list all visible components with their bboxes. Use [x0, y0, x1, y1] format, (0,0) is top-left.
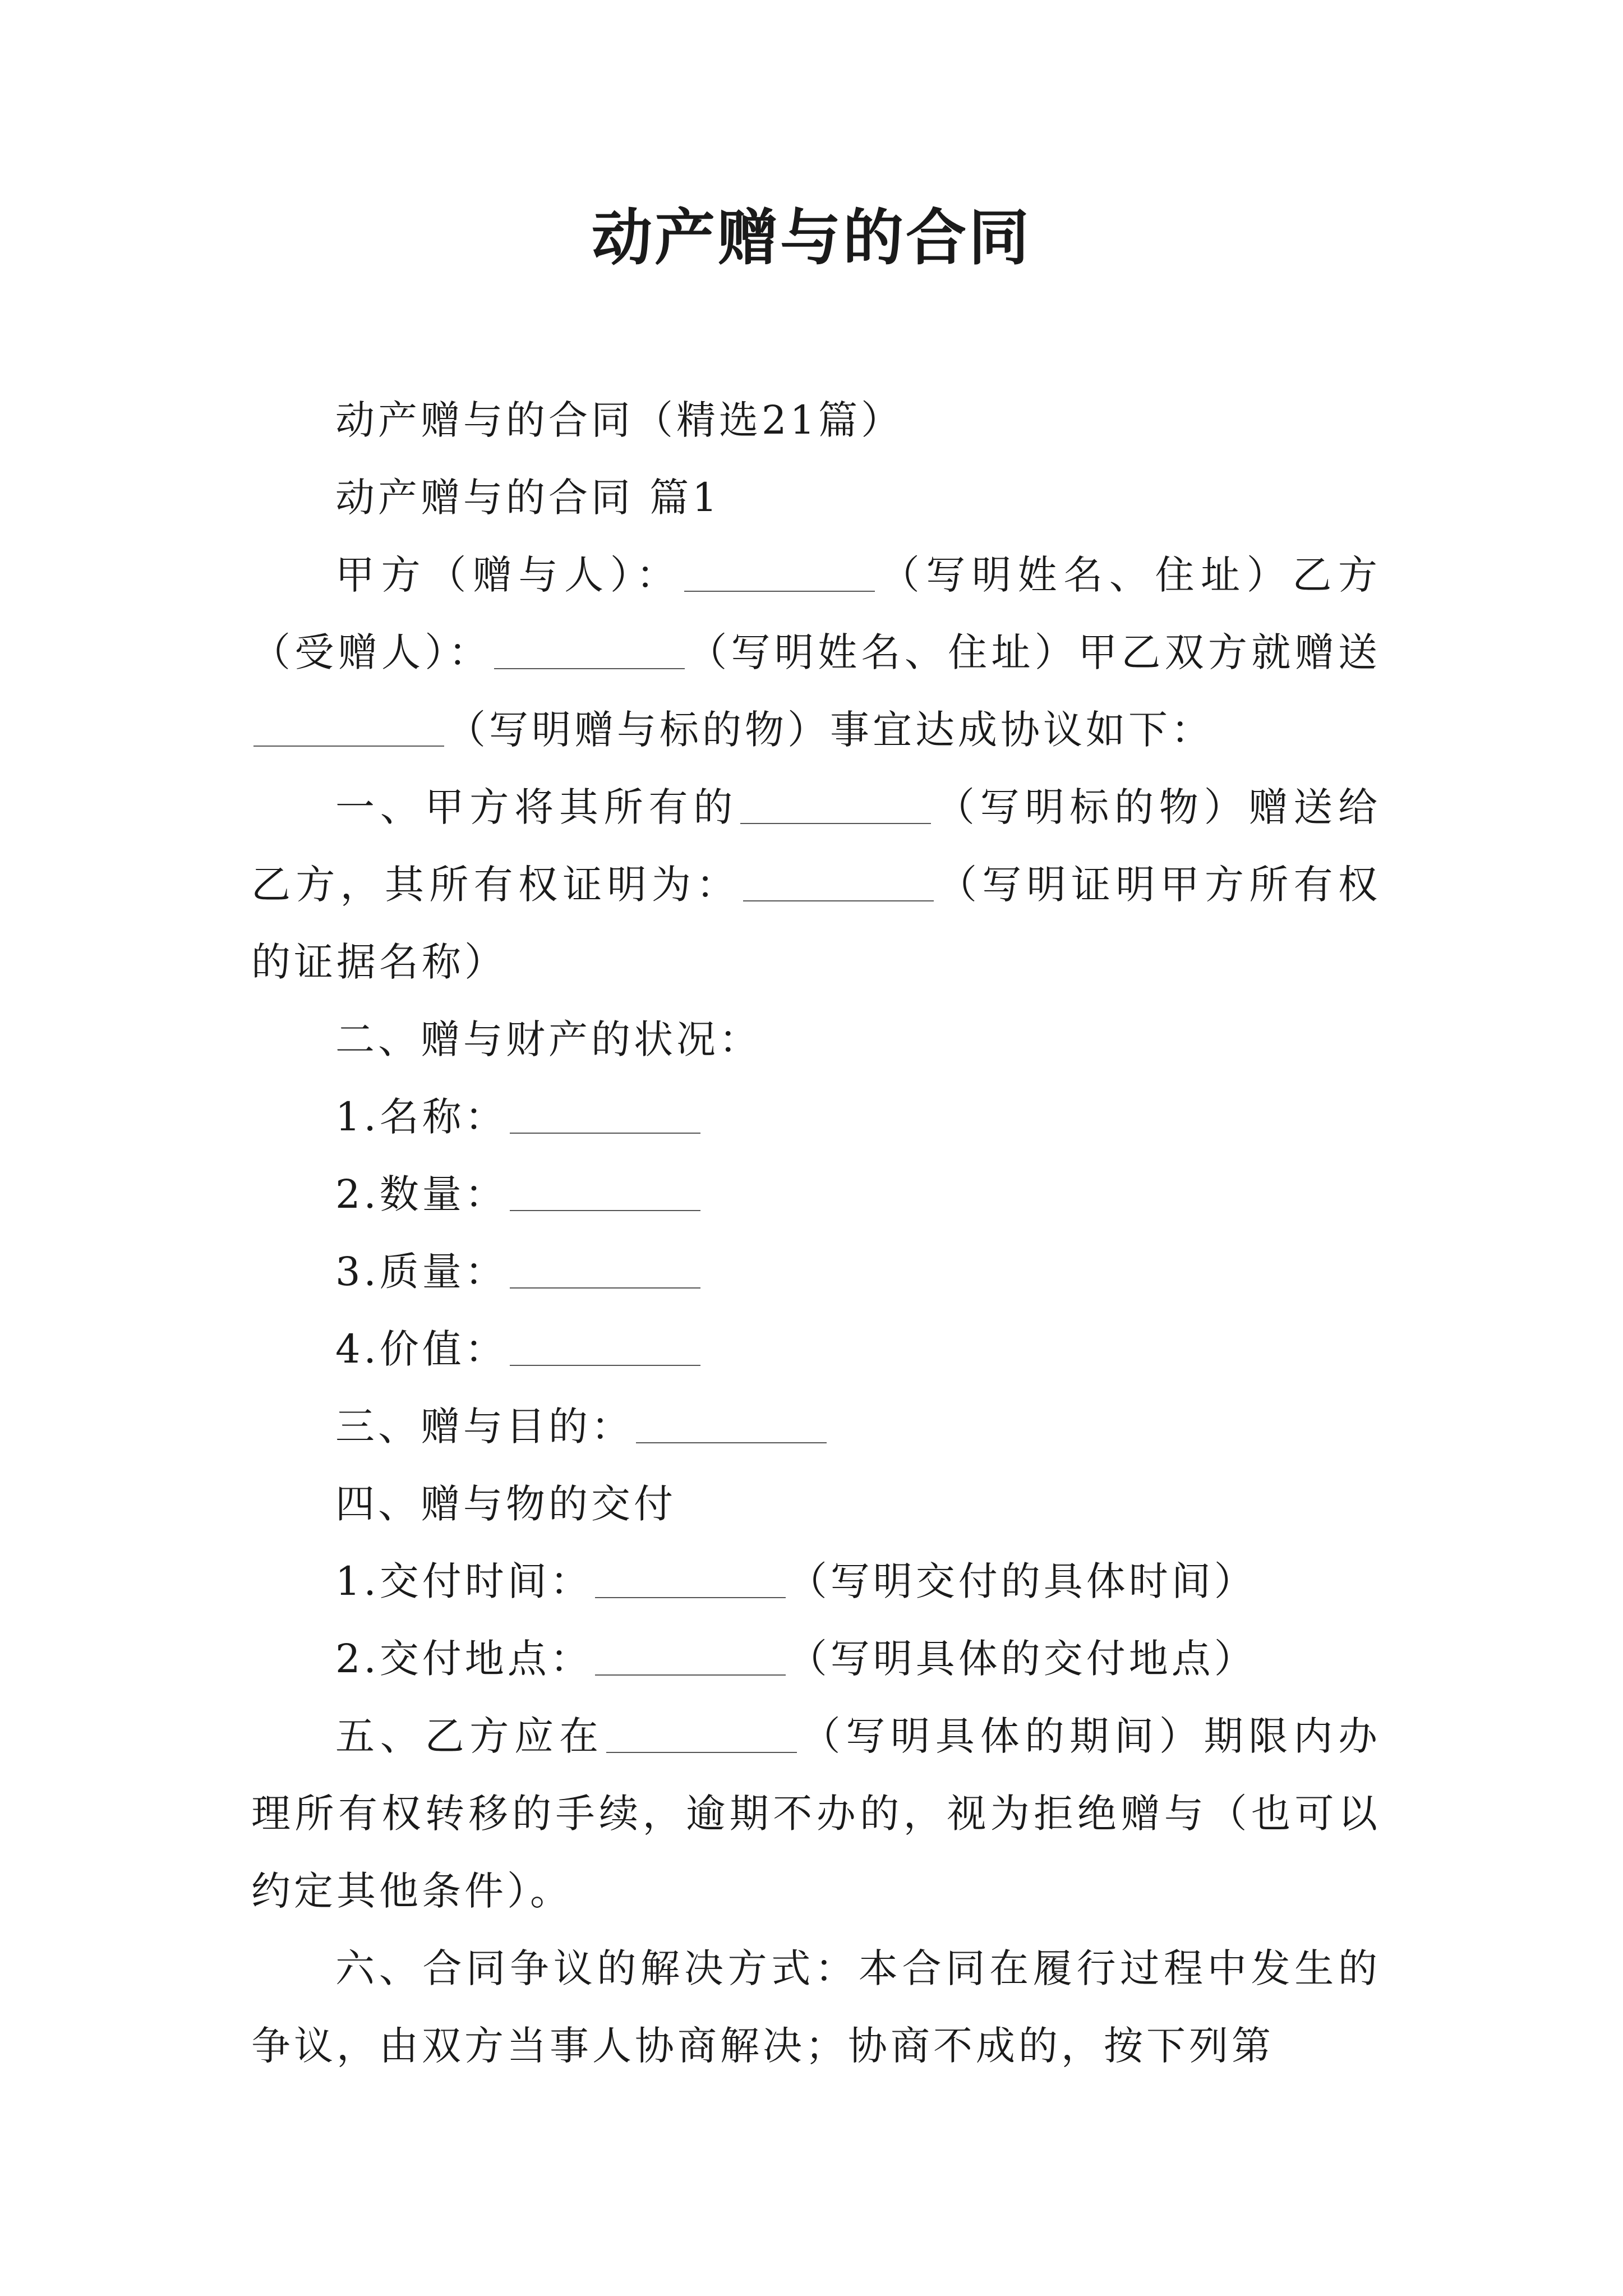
fill-in-blank	[494, 629, 685, 669]
paragraph: 动产赠与的合同 篇1	[335, 475, 721, 521]
paragraph: 六、合同争议的解决方式：本合同在履行过程中发生的争议，由双方当事人协商解决；协商不成的，按下列第	[251, 1945, 1381, 2069]
fill-in-blank	[253, 706, 444, 747]
fill-in-blank	[743, 861, 934, 901]
paragraph: 二、赠与财产的状况：	[335, 1016, 762, 1062]
fill-in-blank	[684, 551, 875, 592]
paragraph: 一、甲方将其所有的 （写明标的物）赠送给乙方，其所有权证明为： （写明证明甲方所有权的证据名称）	[251, 784, 1381, 985]
document-title: 动产赠与的合同	[591, 203, 1031, 273]
paragraph: 2.交付地点： （写明具体的交付地点）	[335, 1636, 1257, 1682]
paragraph: 3.质量：	[251, 1233, 1381, 1310]
fill-in-blank	[595, 1558, 786, 1598]
paragraph: 1.名称：	[251, 1078, 1381, 1156]
fill-in-blank	[595, 1635, 786, 1676]
paragraph: 三、赠与目的：	[251, 1388, 1381, 1465]
fill-in-blank	[510, 1326, 700, 1366]
paragraph: 五、乙方应在 （写明具体的期间）期限内办理所有权转移的手续，逾期不办的，视为拒绝赠与（也可以约定其他条件）。	[251, 1713, 1381, 1914]
fill-in-blank	[740, 784, 931, 824]
fill-in-blank	[606, 1713, 797, 1753]
paragraph: 1.交付时间： （写明交付的具体时间）	[335, 1558, 1257, 1604]
paragraph: 4.价值：	[251, 1310, 1381, 1388]
paragraph: 四、赠与物的交付	[335, 1481, 676, 1527]
paragraph: 甲方（赠与人）： （写明姓名、住址）乙方（受赠人）： （写明姓名、住址）甲乙双方就赠送（写明赠与标的物）事宜达成协议如下：	[251, 552, 1381, 753]
fill-in-blank	[510, 1171, 700, 1211]
document-body	[251, 381, 1381, 2085]
fill-in-blank	[510, 1248, 700, 1289]
fill-in-blank	[510, 1093, 700, 1134]
fill-in-blank	[636, 1403, 827, 1443]
paragraph: 动产赠与的合同（精选21篇）	[335, 397, 904, 443]
paragraph: 2.数量：	[251, 1156, 1381, 1233]
